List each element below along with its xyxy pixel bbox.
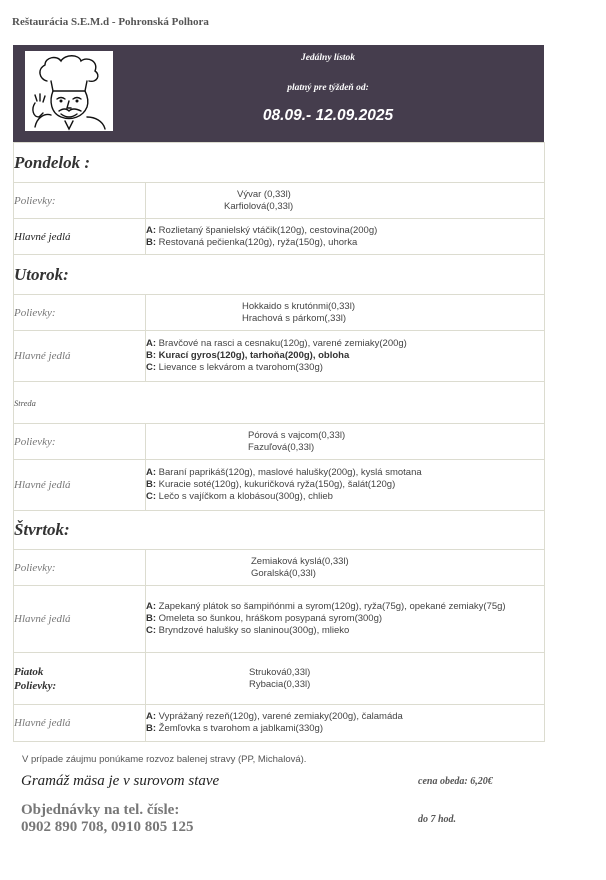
main-dish-item: C: Bryndzové halušky so slaninou(300g), mlieko [146,625,350,636]
day-heading-friday: Piatok [14,665,44,678]
soups-cell [146,653,545,705]
main-dish-item: A: Zapekaný plátok so šampiňónmi a syrom(120g), ryža(75g), opekané zemiaky(75g) [146,601,506,612]
day-heading-tuesday: Utorok: [14,255,545,295]
main-dish-item: B: Omeleta so šunkou, hráškom posypaná syrom(300g) [146,613,383,624]
mains-cell [146,460,545,511]
soups-cell [146,550,545,586]
soup-item: Zemiaková kyslá(0,33l) [251,555,349,567]
main-dish-item: B: Žemľovka s tvarohom a jablkami(330g) [146,723,324,734]
day-heading-wednesday: Streda [14,382,545,424]
menu-header [13,45,544,142]
soups-cell [146,424,545,460]
main-dish-item: B: Kurací gyros(120g), tarhoňa(200g), obloha [146,350,350,361]
main-dish-item: C: Lievance s lekvárom a tvarohom(330g) [146,362,323,373]
mains-label: Hlavné jedlá [14,460,146,511]
menu-subtitle: platný pre týždeň od: [287,83,369,93]
mains-label: Hlavné jedlá [14,219,146,255]
soups-cell [146,183,545,219]
weight-note: Gramáž mäsa je v surovom stave [21,773,220,789]
delivery-note: V prípade záujmu ponúkame rozvoz balenej stravy (PP, Michalová). [22,754,307,765]
menu-table [13,142,545,742]
soup-item: Hokkaido s krutónmi(0,33l) [242,300,355,312]
main-dish-item: B: Restovaná pečienka(120g), ryža(150g), uhorka [146,236,358,248]
mains-cell [146,705,545,742]
main-dish-item: A: Bravčové na rasci a cesnaku(120g), varené zemiaky(200g) [146,338,407,349]
mains-cell [146,586,545,653]
soup-item: Struková0,33l) [249,666,311,678]
soup-item: Fazuľová(0,33l) [248,441,315,453]
main-dish-item: B: Kuracie soté(120g), kukuričková ryža(150g), šalát(120g) [146,479,396,490]
menu-title: Jedálny lístok [300,53,356,63]
menu-dates: 08.09.- 12.09.2025 [262,107,394,124]
soups-label: Polievky: [14,295,146,331]
soups-label: Polievky: [14,183,146,219]
mains-label: Hlavné jedlá [14,586,146,653]
soup-item: Goralská(0,33l) [251,567,316,579]
mains-cell [146,331,545,382]
soup-item: Karfiolová(0,33l) [224,200,294,212]
order-label: Objednávky na tel. čísle: [21,802,180,818]
friday-soups-label [14,653,146,705]
soup-item: Pórová s vajcom(0,33l) [248,429,346,441]
soups-label: Polievky: [14,679,57,692]
chef-logo-icon [25,51,113,131]
phone-numbers: 0902 890 708, 0910 805 125 [21,819,194,835]
mains-label: Hlavné jedlá [14,705,146,742]
soup-item: Vývar (0,33l) [237,188,291,200]
main-dish-item: A: Vyprážaný rezeň(120g), varené zemiaky(200g), čalamáda [146,711,403,722]
day-heading-monday: Pondelok : [14,143,545,183]
restaurant-name: Reštaurácia S.E.M.d - Pohronská Polhora [12,16,209,28]
day-heading-thursday: Štvrtok: [14,511,545,550]
soups-label: Polievky: [14,424,146,460]
lunch-price: cena obeda: 6,20€ [418,776,493,787]
soups-label: Polievky: [14,550,146,586]
order-deadline: do 7 hod. [418,814,457,825]
soups-cell [146,295,545,331]
main-dish-item: C: Lečo s vajíčkom a klobásou(300g), chlieb [146,491,333,502]
soup-item: Rybacia(0,33l) [249,678,311,690]
order-contact [21,802,194,836]
main-dish-item: A: Baraní paprikáš(120g), maslové halušky(200g), kyslá smotana [146,467,422,478]
main-dish-item: A: Rozlietaný španielský vtáčik(120g), cestovina(200g) [146,224,378,236]
soup-item: Hrachová s párkom(,33l) [242,312,347,324]
mains-cell [146,219,545,255]
mains-label: Hlavné jedlá [14,331,146,382]
